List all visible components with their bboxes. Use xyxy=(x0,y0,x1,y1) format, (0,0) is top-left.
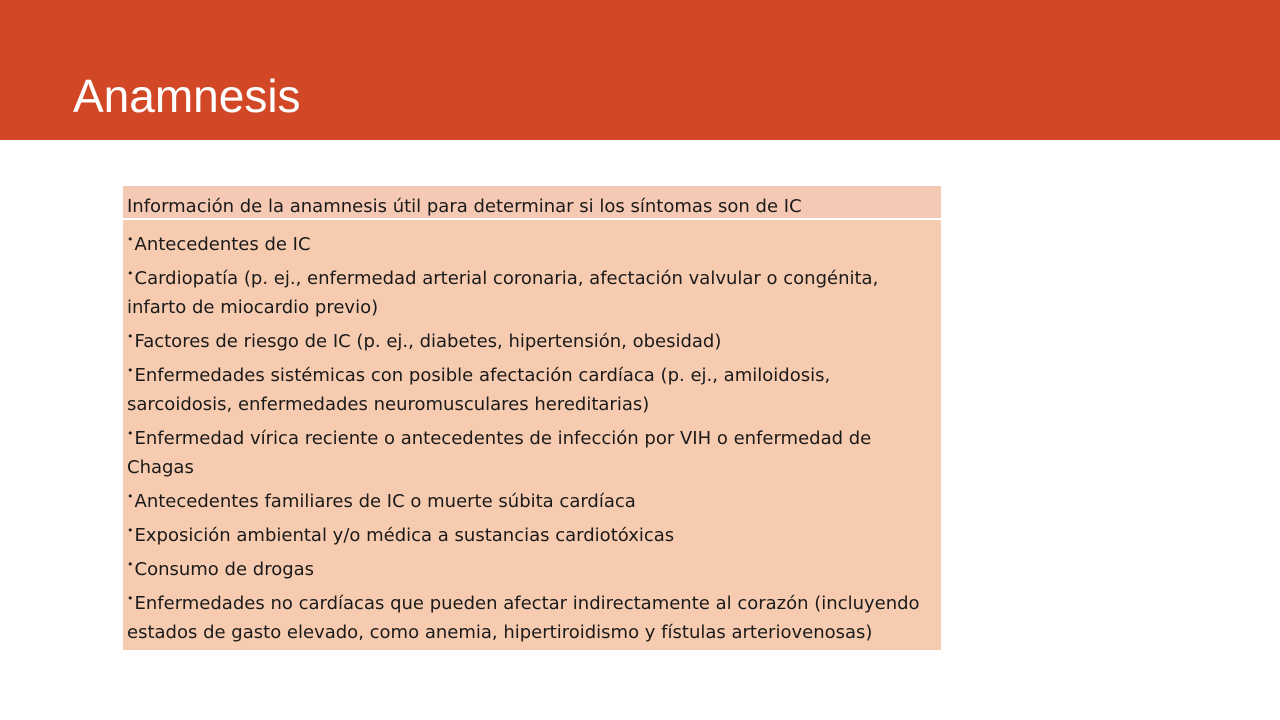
bullet-icon: • xyxy=(127,592,134,605)
list-item xyxy=(127,584,937,647)
list-item-text: Enfermedad vírica reciente o antecedentes de infección por VIH o enfermedad de Chagas xyxy=(127,428,872,478)
list-item-text: Cardiopatía (p. ej., enfermedad arterial coronaria, afectación valvular o congénita, infarto de miocardio previo) xyxy=(127,268,879,318)
bullet-icon: • xyxy=(127,524,134,537)
list-item xyxy=(127,322,937,356)
list-item-text: Exposición ambiental y/o médica a sustancias cardiotóxicas xyxy=(134,525,675,546)
table-body xyxy=(123,220,941,650)
list-item-text: Antecedentes familiares de IC o muerte súbita cardíaca xyxy=(134,491,636,512)
table-header: Información de la anamnesis útil para determinar si los síntomas son de IC xyxy=(123,186,941,218)
list-item xyxy=(127,482,937,516)
list-item xyxy=(127,356,937,419)
anamnesis-table xyxy=(123,186,941,650)
slide-title: Anamnesis xyxy=(73,70,301,122)
list-item xyxy=(127,550,937,584)
bullet-icon: • xyxy=(127,427,134,440)
list-item xyxy=(127,259,937,322)
bullet-icon: • xyxy=(127,364,134,377)
list-item-text: Factores de riesgo de IC (p. ej., diabetes, hipertensión, obesidad) xyxy=(134,331,722,352)
list-item-text: Enfermedades sistémicas con posible afectación cardíaca (p. ej., amiloidosis, sarcoidosis, enfermedades neuromusculares hereditarias) xyxy=(127,365,831,415)
bullet-icon: • xyxy=(127,330,134,343)
list-item xyxy=(127,419,937,482)
list-item-text: Consumo de drogas xyxy=(134,559,315,580)
title-bar xyxy=(0,0,1280,140)
bullet-icon: • xyxy=(127,490,134,503)
list-item-text: Enfermedades no cardíacas que pueden afectar indirectamente al corazón (incluyendo estados de gasto elevado, como anemia, hipertiroidismo y fístulas arteriovenosas) xyxy=(127,593,920,643)
list-item xyxy=(127,225,937,259)
list-item xyxy=(127,516,937,550)
bullet-icon: • xyxy=(127,558,134,571)
list-item-text: Antecedentes de IC xyxy=(134,234,311,255)
bullet-icon: • xyxy=(127,233,134,246)
bullet-icon: • xyxy=(127,267,134,280)
